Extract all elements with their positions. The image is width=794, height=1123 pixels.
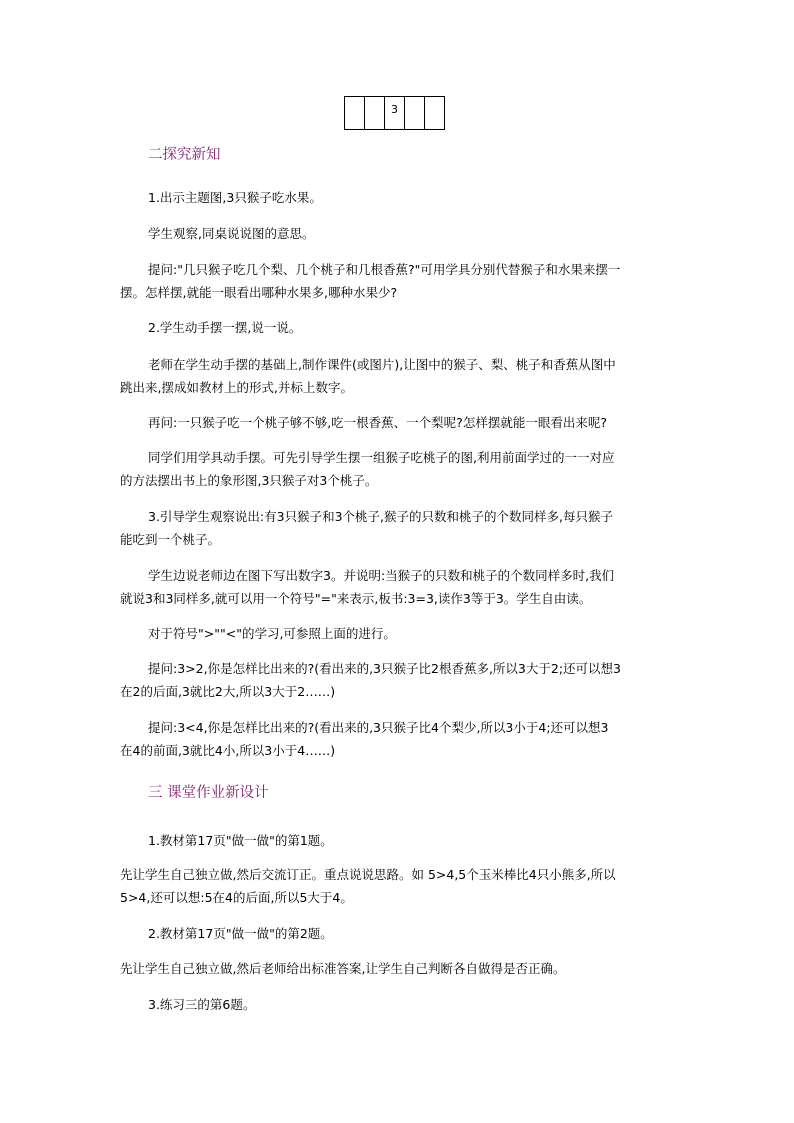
paragraph: 1.出示主题图,3只猴子吃水果。 (148, 190, 322, 205)
paragraph: 先让学生自己独立做,然后交流订正。重点说说思路。如 5>4,5个玉米棒比4只小熊多,所以 (120, 867, 616, 882)
number-box-cell (365, 96, 385, 130)
paragraph: 提问:3<4,你是怎样比出来的?(看出来的,3只猴子比4个梨少,所以3小于4;还可以想3 (148, 720, 609, 735)
number-box-cell (345, 96, 365, 130)
number-box-cell (405, 96, 425, 130)
paragraph: 2.学生动手摆一摆,说一说。 (148, 320, 302, 335)
paragraph: 学生边说老师边在图下写出数字3。并说明:当猴子的只数和桃子的个数同样多时,我们 (148, 568, 615, 583)
paragraph: 再问:一只猴子吃一个桃子够不够,吃一根香蕉、一个梨呢?怎样摆就能一眼看出来呢? (148, 415, 607, 430)
paragraph-continuation: 在2的后面,3就比2大,所以3大于2……) (120, 684, 336, 699)
paragraph: 同学们用学具动手摆。可先引导学生摆一组猴子吃桃子的图,利用前面学过的一一对应 (148, 450, 615, 465)
paragraph: 老师在学生动手摆的基础上,制作课件(或图片),让图中的猴子、梨、桃子和香蕉从图中 (148, 357, 616, 372)
paragraph: 先让学生自己独立做,然后老师给出标准答案,让学生自己判断各自做得是否正确。 (120, 961, 566, 976)
paragraph-continuation: 在4的前面,3就比4小,所以3小于4……) (120, 743, 336, 758)
paragraph-continuation: 就说3和3同样多,就可以用一个符号"="来表示,板书:3=3,读作3等于3。学生自由读。 (120, 591, 592, 606)
paragraph: 对于符号">""<"的学习,可参照上面的进行。 (148, 626, 396, 641)
paragraph: 学生观察,同桌说说图的意思。 (148, 226, 315, 241)
paragraph-continuation: 跳出来,摆成如教材上的形式,并标上数字。 (120, 380, 353, 395)
paragraph-continuation: 摆。怎样摆,就能一眼看出哪种水果多,哪种水果少? (120, 285, 398, 300)
section-heading-homework: 三 课堂作业新设计 (148, 785, 269, 801)
number-box-cell: 3 (385, 96, 405, 130)
paragraph: 提问:"几只猴子吃几个梨、几个桃子和几根香蕉?"可用学具分别代替猴子和水果来摆一 (148, 262, 621, 277)
paragraph-continuation: 5>4,还可以想:5在4的后面,所以5大于4。 (120, 890, 353, 905)
number-box-cell (425, 96, 445, 130)
section-heading-explore: 二探究新知 (148, 147, 221, 163)
paragraph: 3.练习三的第6题。 (148, 997, 256, 1012)
paragraph: 提问:3>2,你是怎样比出来的?(看出来的,3只猴子比2根香蕉多,所以3大于2;还可以想3 (148, 661, 621, 676)
paragraph: 3.引导学生观察说出:有3只猴子和3个桃子,猴子的只数和桃子的个数同样多,每只猴子 (148, 509, 613, 524)
paragraph-continuation: 能吃到一个桃子。 (120, 532, 221, 547)
number-box (344, 96, 445, 130)
paragraph: 2.教材第17页"做一做"的第2题。 (148, 926, 333, 941)
paragraph-continuation: 的方法摆出书上的象形图,3只猴子对3个桃子。 (120, 473, 378, 488)
paragraph: 1.教材第17页"做一做"的第1题。 (148, 833, 333, 848)
